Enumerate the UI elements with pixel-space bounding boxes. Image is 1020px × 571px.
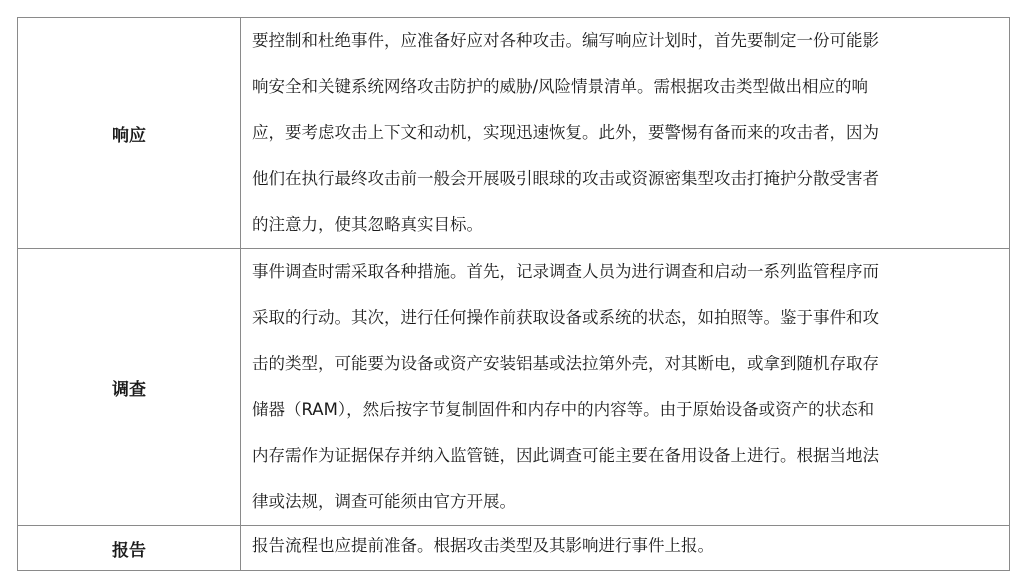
text-line: 要控制和杜绝事件，应准备好应对各种攻击。编写响应计划时，首先要制定一份可能影 [252, 31, 879, 50]
row-label-response: 响应 [18, 18, 241, 249]
incident-phase-table [17, 17, 1010, 571]
text-line: 他们在执行最终攻击前一般会开展吸引眼球的攻击或资源密集型攻击打掩护分散受害者 [252, 169, 879, 188]
text-line: 的注意力，使其忽略真实目标。 [252, 215, 483, 234]
table-row-response [18, 18, 1010, 249]
row-label-report: 报告 [18, 526, 241, 571]
row-label-investigation: 调查 [18, 249, 241, 526]
text-line: 事件调查时需采取各种措施。首先，记录调查人员为进行调查和启动一系列监管程序而 [252, 262, 879, 281]
table-row-report [18, 526, 1010, 571]
text-line: 应，要考虑攻击上下文和动机，实现迅速恢复。此外，要警惕有备而来的攻击者，因为 [252, 123, 879, 142]
text-line: 储器（RAM），然后按字节复制固件和内存中的内容等。由于原始设备或资产的状态和 [252, 400, 875, 419]
text-line: 内存需作为证据保存并纳入监管链，因此调查可能主要在备用设备上进行。根据当地法 [252, 446, 879, 465]
text-line: 报告流程也应提前准备。根据攻击类型及其影响进行事件上报。 [252, 536, 714, 555]
row-content-investigation [241, 249, 1010, 526]
text-line: 律或法规，调查可能须由官方开展。 [252, 492, 516, 511]
text-line: 击的类型，可能要为设备或资产安装铝基或法拉第外壳，对其断电，或拿到随机存取存 [252, 354, 879, 373]
text-line: 采取的行动。其次，进行任何操作前获取设备或系统的状态，如拍照等。鉴于事件和攻 [252, 308, 879, 327]
row-content-response [241, 18, 1010, 249]
table-row-investigation [18, 249, 1010, 526]
text-line: 响安全和关键系统网络攻击防护的威胁/风险情景清单。需根据攻击类型做出相应的响 [252, 77, 869, 96]
row-content-report [241, 526, 1010, 571]
